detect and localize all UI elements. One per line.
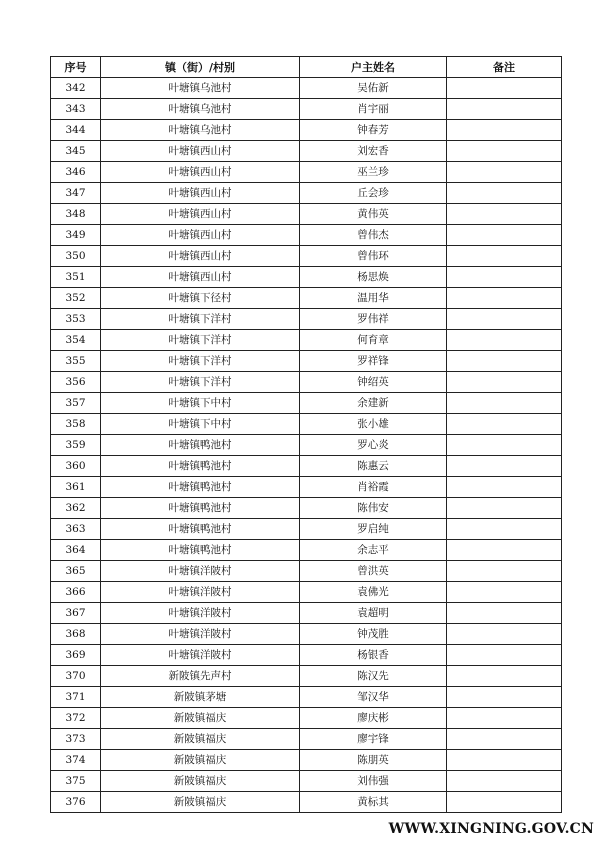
cell-householder-name: 余志平 [300, 540, 447, 561]
cell-note [447, 519, 562, 540]
table-header [51, 57, 562, 78]
cell-note [447, 666, 562, 687]
cell-note [447, 393, 562, 414]
cell-householder-name: 廖庆彬 [300, 708, 447, 729]
cell-note [447, 351, 562, 372]
cell-note [447, 330, 562, 351]
cell-householder-name: 肖裕霞 [300, 477, 447, 498]
cell-town-village: 叶塘镇鸭池村 [101, 540, 300, 561]
cell-seq: 371 [51, 687, 101, 708]
cell-householder-name: 陈惠云 [300, 456, 447, 477]
cell-note [447, 99, 562, 120]
table-row [51, 78, 562, 99]
cell-householder-name: 罗启纯 [300, 519, 447, 540]
cell-note [447, 309, 562, 330]
cell-seq: 372 [51, 708, 101, 729]
cell-seq: 369 [51, 645, 101, 666]
cell-householder-name: 邹汉华 [300, 687, 447, 708]
cell-town-village: 叶塘镇鸭池村 [101, 498, 300, 519]
cell-town-village: 叶塘镇下洋村 [101, 351, 300, 372]
cell-seq: 360 [51, 456, 101, 477]
cell-seq: 365 [51, 561, 101, 582]
cell-note [447, 729, 562, 750]
cell-householder-name: 刘伟强 [300, 771, 447, 792]
table-row [51, 561, 562, 582]
cell-town-village: 叶塘镇下洋村 [101, 309, 300, 330]
table-row [51, 120, 562, 141]
cell-town-village: 新陂镇福庆 [101, 708, 300, 729]
cell-seq: 346 [51, 162, 101, 183]
cell-householder-name: 杨银香 [300, 645, 447, 666]
header-note: 备注 [447, 57, 562, 78]
table-row [51, 225, 562, 246]
cell-town-village: 叶塘镇洋陂村 [101, 561, 300, 582]
cell-town-village: 叶塘镇西山村 [101, 225, 300, 246]
cell-householder-name: 钟春芳 [300, 120, 447, 141]
cell-note [447, 225, 562, 246]
cell-seq: 347 [51, 183, 101, 204]
cell-householder-name: 张小雄 [300, 414, 447, 435]
cell-note [447, 708, 562, 729]
table-row [51, 372, 562, 393]
cell-note [447, 582, 562, 603]
cell-note [447, 624, 562, 645]
table-row [51, 351, 562, 372]
cell-town-village: 叶塘镇鸭池村 [101, 456, 300, 477]
cell-seq: 361 [51, 477, 101, 498]
table-row [51, 414, 562, 435]
table-row [51, 309, 562, 330]
cell-town-village: 叶塘镇乌池村 [101, 120, 300, 141]
cell-town-village: 新陂镇福庆 [101, 729, 300, 750]
cell-householder-name: 廖宇锋 [300, 729, 447, 750]
cell-town-village: 叶塘镇西山村 [101, 246, 300, 267]
cell-seq: 362 [51, 498, 101, 519]
cell-seq: 374 [51, 750, 101, 771]
cell-town-village: 叶塘镇下中村 [101, 414, 300, 435]
cell-seq: 344 [51, 120, 101, 141]
cell-note [447, 477, 562, 498]
cell-note [447, 540, 562, 561]
cell-town-village: 叶塘镇西山村 [101, 267, 300, 288]
cell-householder-name: 袁佛光 [300, 582, 447, 603]
cell-town-village: 叶塘镇下径村 [101, 288, 300, 309]
cell-householder-name: 陈朋英 [300, 750, 447, 771]
cell-householder-name: 罗祥锋 [300, 351, 447, 372]
cell-note [447, 792, 562, 813]
cell-town-village: 叶塘镇下洋村 [101, 330, 300, 351]
cell-seq: 345 [51, 141, 101, 162]
cell-town-village: 叶塘镇鸭池村 [101, 477, 300, 498]
cell-town-village: 叶塘镇洋陂村 [101, 624, 300, 645]
table-row [51, 582, 562, 603]
table-row [51, 750, 562, 771]
cell-note [447, 561, 562, 582]
cell-seq: 373 [51, 729, 101, 750]
cell-note [447, 204, 562, 225]
cell-note [447, 414, 562, 435]
cell-householder-name: 袁超明 [300, 603, 447, 624]
table-row [51, 603, 562, 624]
cell-seq: 353 [51, 309, 101, 330]
cell-householder-name: 陈伟安 [300, 498, 447, 519]
cell-town-village: 新陂镇福庆 [101, 792, 300, 813]
table-row [51, 435, 562, 456]
cell-householder-name: 曾伟杰 [300, 225, 447, 246]
cell-note [447, 78, 562, 99]
cell-householder-name: 肖宇丽 [300, 99, 447, 120]
cell-town-village: 叶塘镇下中村 [101, 393, 300, 414]
header-seq: 序号 [51, 57, 101, 78]
cell-householder-name: 钟茂胜 [300, 624, 447, 645]
cell-town-village: 叶塘镇洋陂村 [101, 582, 300, 603]
table-row [51, 624, 562, 645]
cell-town-village: 新陂镇先声村 [101, 666, 300, 687]
cell-note [447, 288, 562, 309]
cell-seq: 376 [51, 792, 101, 813]
cell-householder-name: 丘会珍 [300, 183, 447, 204]
cell-seq: 351 [51, 267, 101, 288]
cell-town-village: 叶塘镇西山村 [101, 204, 300, 225]
cell-note [447, 120, 562, 141]
cell-town-village: 叶塘镇西山村 [101, 141, 300, 162]
cell-town-village: 叶塘镇乌池村 [101, 78, 300, 99]
cell-town-village: 新陂镇福庆 [101, 750, 300, 771]
table-row [51, 267, 562, 288]
table-row [51, 645, 562, 666]
cell-seq: 359 [51, 435, 101, 456]
cell-town-village: 新陂镇茅塘 [101, 687, 300, 708]
cell-note [447, 645, 562, 666]
table-row [51, 183, 562, 204]
table-row [51, 288, 562, 309]
cell-householder-name: 杨思焕 [300, 267, 447, 288]
table-row [51, 330, 562, 351]
cell-householder-name: 黄伟英 [300, 204, 447, 225]
table-row [51, 477, 562, 498]
cell-householder-name: 余建新 [300, 393, 447, 414]
cell-seq: 348 [51, 204, 101, 225]
table-row [51, 246, 562, 267]
cell-householder-name: 温用华 [300, 288, 447, 309]
cell-seq: 366 [51, 582, 101, 603]
table-row [51, 498, 562, 519]
cell-town-village: 叶塘镇鸭池村 [101, 435, 300, 456]
cell-town-village: 叶塘镇乌池村 [101, 99, 300, 120]
table-row [51, 666, 562, 687]
cell-note [447, 750, 562, 771]
cell-seq: 375 [51, 771, 101, 792]
table-row [51, 99, 562, 120]
table-row [51, 708, 562, 729]
cell-householder-name: 曾洪英 [300, 561, 447, 582]
table-row [51, 792, 562, 813]
cell-householder-name: 钟绍英 [300, 372, 447, 393]
table-row [51, 771, 562, 792]
cell-householder-name: 曾伟环 [300, 246, 447, 267]
cell-seq: 355 [51, 351, 101, 372]
cell-note [447, 435, 562, 456]
cell-householder-name: 刘宏香 [300, 141, 447, 162]
cell-note [447, 141, 562, 162]
cell-seq: 354 [51, 330, 101, 351]
table-row [51, 393, 562, 414]
cell-seq: 356 [51, 372, 101, 393]
cell-note [447, 162, 562, 183]
householder-table [50, 56, 562, 813]
cell-town-village: 叶塘镇西山村 [101, 162, 300, 183]
header-town-village: 镇（街）/村别 [101, 57, 300, 78]
table-row [51, 729, 562, 750]
header-row [51, 57, 562, 78]
table-row [51, 162, 562, 183]
cell-seq: 367 [51, 603, 101, 624]
cell-note [447, 372, 562, 393]
table-row [51, 204, 562, 225]
table-row [51, 519, 562, 540]
table-body [51, 78, 562, 813]
cell-town-village: 叶塘镇洋陂村 [101, 645, 300, 666]
cell-seq: 358 [51, 414, 101, 435]
cell-note [447, 603, 562, 624]
table-row [51, 540, 562, 561]
cell-note [447, 687, 562, 708]
cell-town-village: 叶塘镇洋陂村 [101, 603, 300, 624]
cell-note [447, 267, 562, 288]
cell-note [447, 456, 562, 477]
header-householder-name: 户主姓名 [300, 57, 447, 78]
cell-seq: 357 [51, 393, 101, 414]
site-url-footer: WWW.XINGNING.GOV.CN [388, 821, 594, 837]
cell-note [447, 183, 562, 204]
table-row [51, 141, 562, 162]
cell-seq: 363 [51, 519, 101, 540]
cell-householder-name: 罗心炎 [300, 435, 447, 456]
cell-seq: 343 [51, 99, 101, 120]
cell-householder-name: 巫兰珍 [300, 162, 447, 183]
cell-seq: 350 [51, 246, 101, 267]
cell-seq: 342 [51, 78, 101, 99]
cell-note [447, 771, 562, 792]
cell-note [447, 246, 562, 267]
cell-householder-name: 吴佑新 [300, 78, 447, 99]
table-row [51, 687, 562, 708]
cell-town-village: 叶塘镇鸭池村 [101, 519, 300, 540]
cell-town-village: 叶塘镇西山村 [101, 183, 300, 204]
cell-town-village: 叶塘镇下洋村 [101, 372, 300, 393]
cell-seq: 368 [51, 624, 101, 645]
cell-householder-name: 何育章 [300, 330, 447, 351]
cell-seq: 370 [51, 666, 101, 687]
cell-householder-name: 罗伟祥 [300, 309, 447, 330]
cell-seq: 364 [51, 540, 101, 561]
cell-seq: 349 [51, 225, 101, 246]
cell-householder-name: 黄标其 [300, 792, 447, 813]
cell-note [447, 498, 562, 519]
cell-householder-name: 陈汉先 [300, 666, 447, 687]
cell-seq: 352 [51, 288, 101, 309]
table-row [51, 456, 562, 477]
cell-town-village: 新陂镇福庆 [101, 771, 300, 792]
